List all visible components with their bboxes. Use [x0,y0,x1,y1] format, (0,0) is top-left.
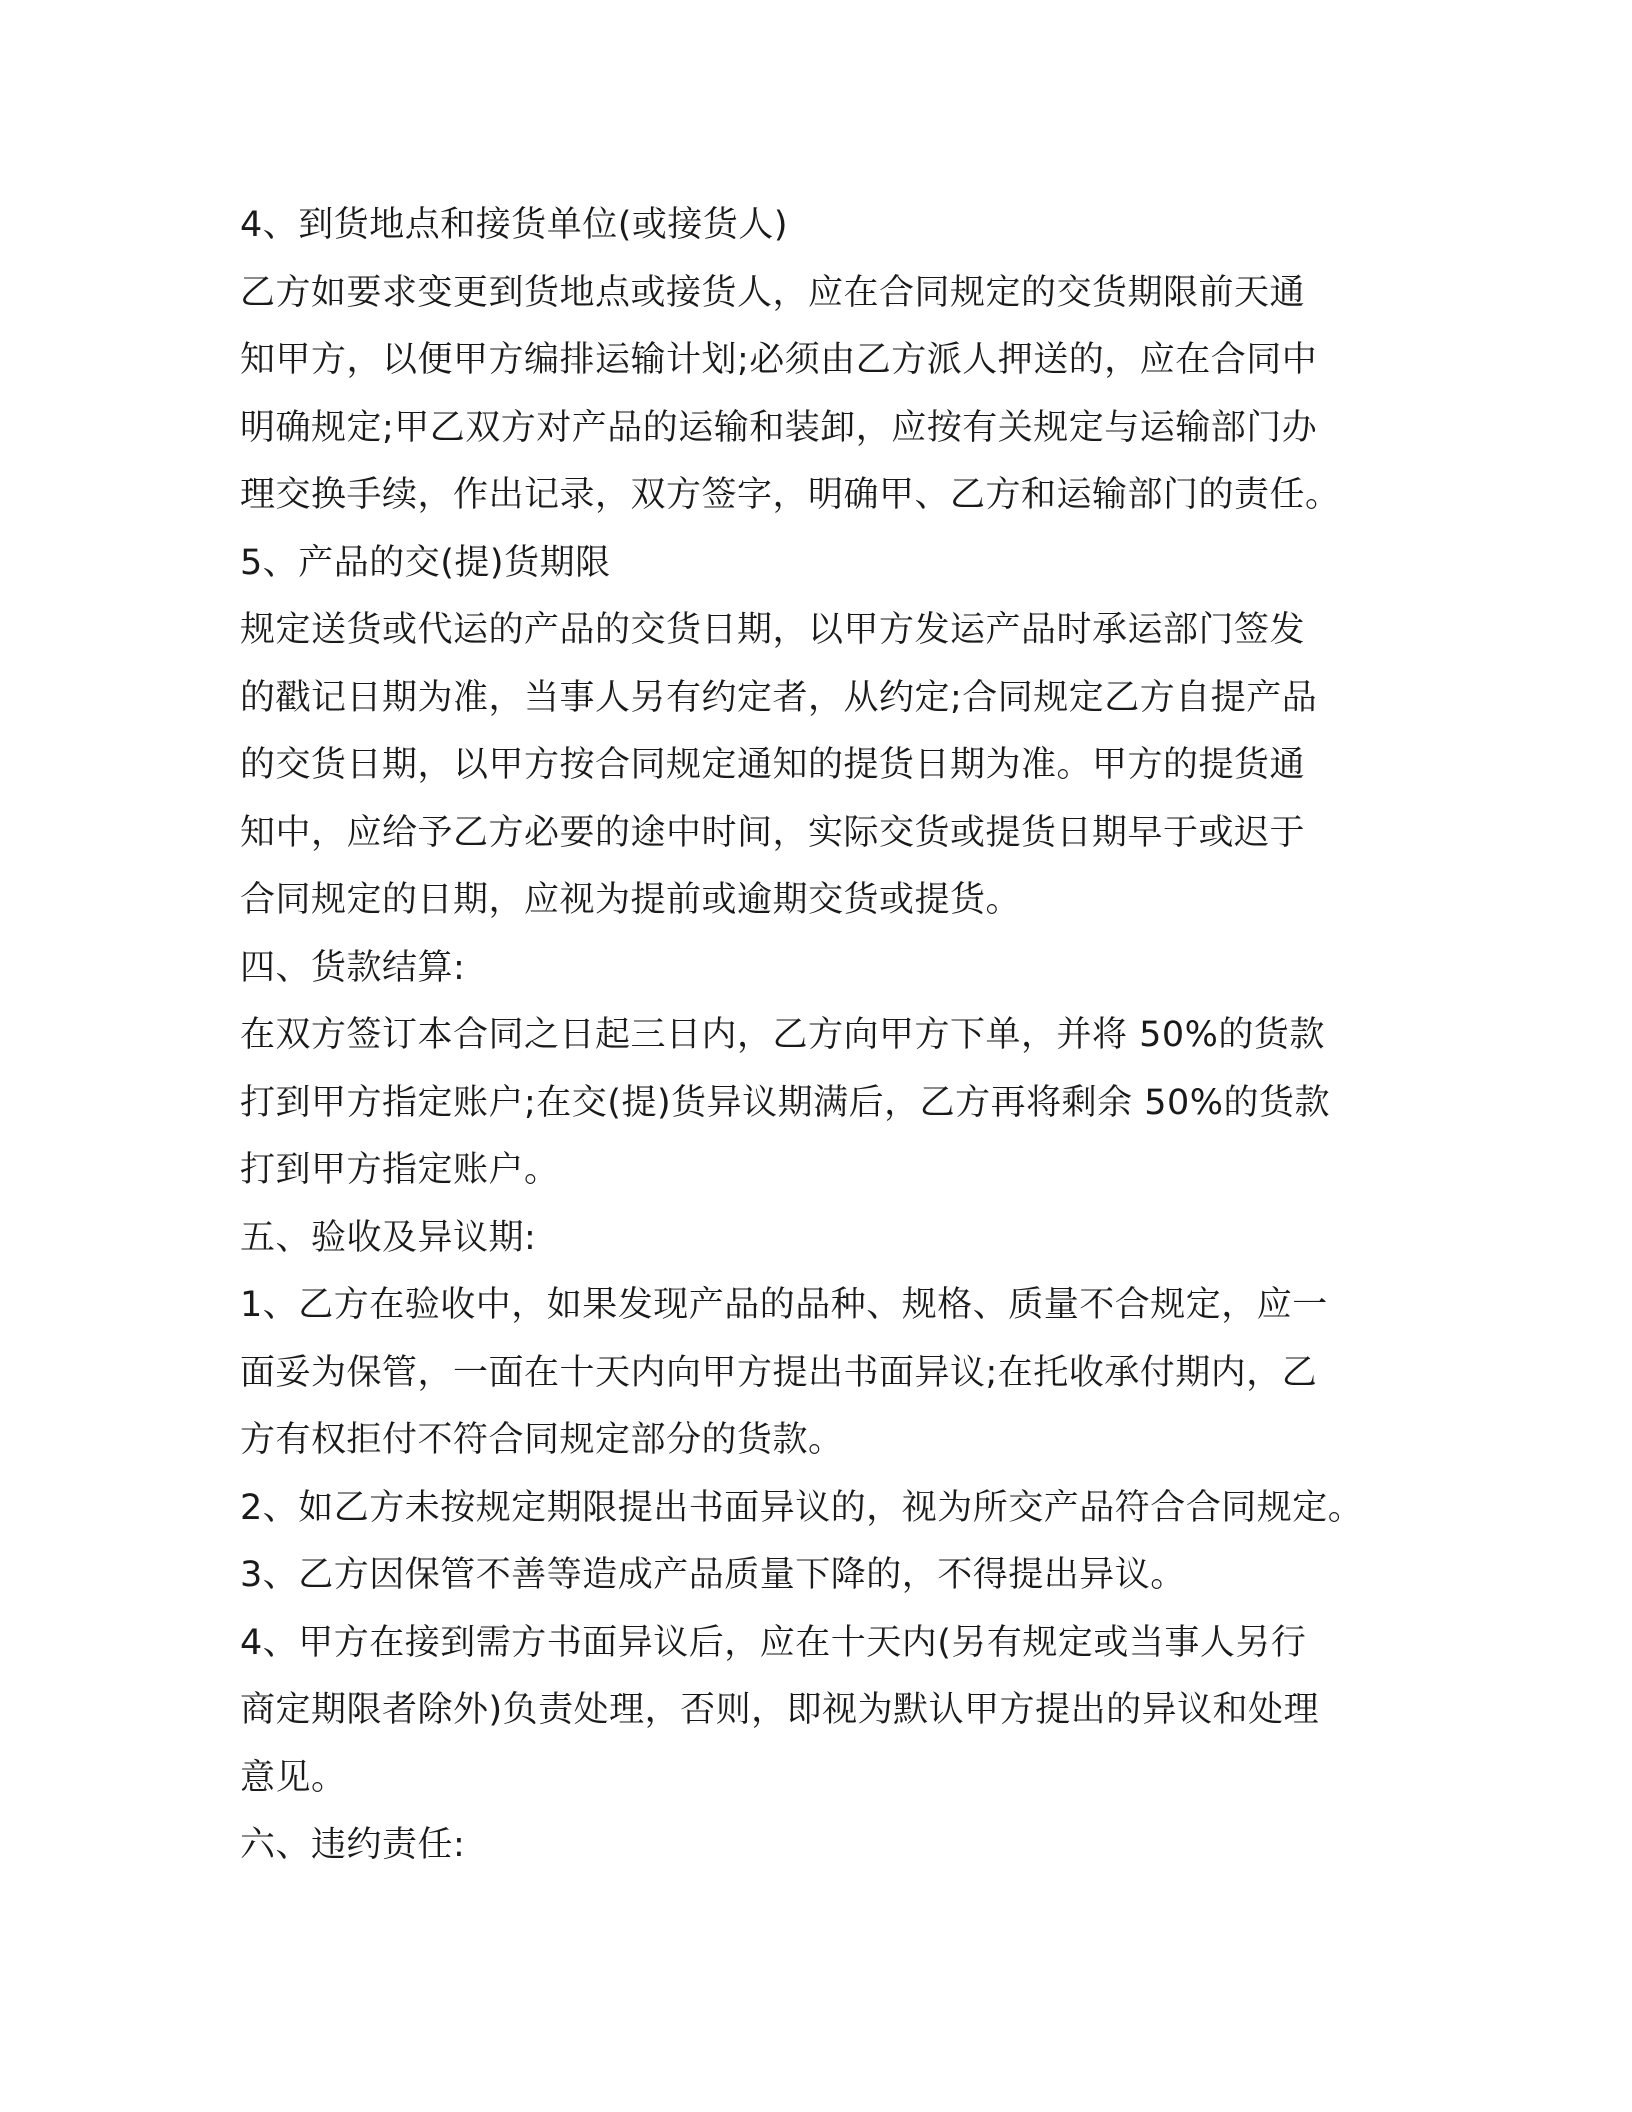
heading-delivery-period: 5、产品的交(提)货期限 [240,542,611,583]
document-page [240,192,1440,1880]
paragraph-line: 理交换手续，作出记录，双方签字，明确甲、乙方和运输部门的责任。 [240,475,1341,515]
paragraph-line: 打到甲方指定账户;在交(提)货异议期满后，乙方再将剩余 50%的货款 [240,1082,1331,1123]
paragraph-line: 商定期限者除外)负责处理，否则，即视为默认甲方提出的异议和处理 [240,1690,1320,1730]
paragraph-line: 知甲方，以便甲方编排运输计划;必须由乙方派人押送的，应在合同中 [240,340,1318,380]
paragraph-line: 2、如乙方未按规定期限提出书面异议的，视为所交产品符合合同规定。 [240,1487,1364,1528]
paragraph-line: 3、乙方因保管不善等造成产品质量下降的，不得提出异议。 [240,1555,1186,1595]
paragraph-line: 意见。 [240,1757,347,1798]
paragraph-line: 知中，应给予乙方必要的途中时间，实际交货或提货日期早于或迟于 [240,812,1306,853]
paragraph-line: 打到甲方指定账户。 [240,1150,560,1190]
section-heading-payment: 四、货款结算: [240,947,466,988]
paragraph-line: 合同规定的日期，应视为提前或逾期交货或提货。 [240,880,1022,920]
paragraph-line: 4、甲方在接到需方书面异议后，应在十天内(另有规定或当事人另行 [240,1622,1307,1663]
paragraph-line: 乙方如要求变更到货地点或接货人，应在合同规定的交货期限前天通 [240,272,1306,313]
paragraph-line: 规定送货或代运的产品的交货日期，以甲方发运产品时承运部门签发 [240,610,1306,650]
paragraph-line: 在双方签订本合同之日起三日内，乙方向甲方下单，并将 50%的货款 [240,1015,1325,1055]
paragraph-line: 方有权拒付不符合同规定部分的货款。 [240,1420,844,1460]
paragraph-line: 的戳记日期为准，当事人另有约定者，从约定;合同规定乙方自提产品 [240,677,1318,718]
paragraph-line: 的交货日期，以甲方按合同规定通知的提货日期为准。甲方的提货通 [240,745,1306,785]
paragraph-line: 明确规定;甲乙双方对产品的运输和装卸，应按有关规定与运输部门办 [240,407,1318,448]
section-heading-liability: 六、违约责任: [240,1825,466,1865]
heading-delivery-location: 4、到货地点和接货单位(或接货人) [240,205,789,245]
paragraph-line: 1、乙方在验收中，如果发现产品的品种、规格、质量不合规定，应一 [240,1285,1328,1325]
section-heading-acceptance: 五、验收及异议期: [240,1217,537,1258]
paragraph-line: 面妥为保管，一面在十天内向甲方提出书面异议;在托收承付期内，乙 [240,1352,1318,1393]
